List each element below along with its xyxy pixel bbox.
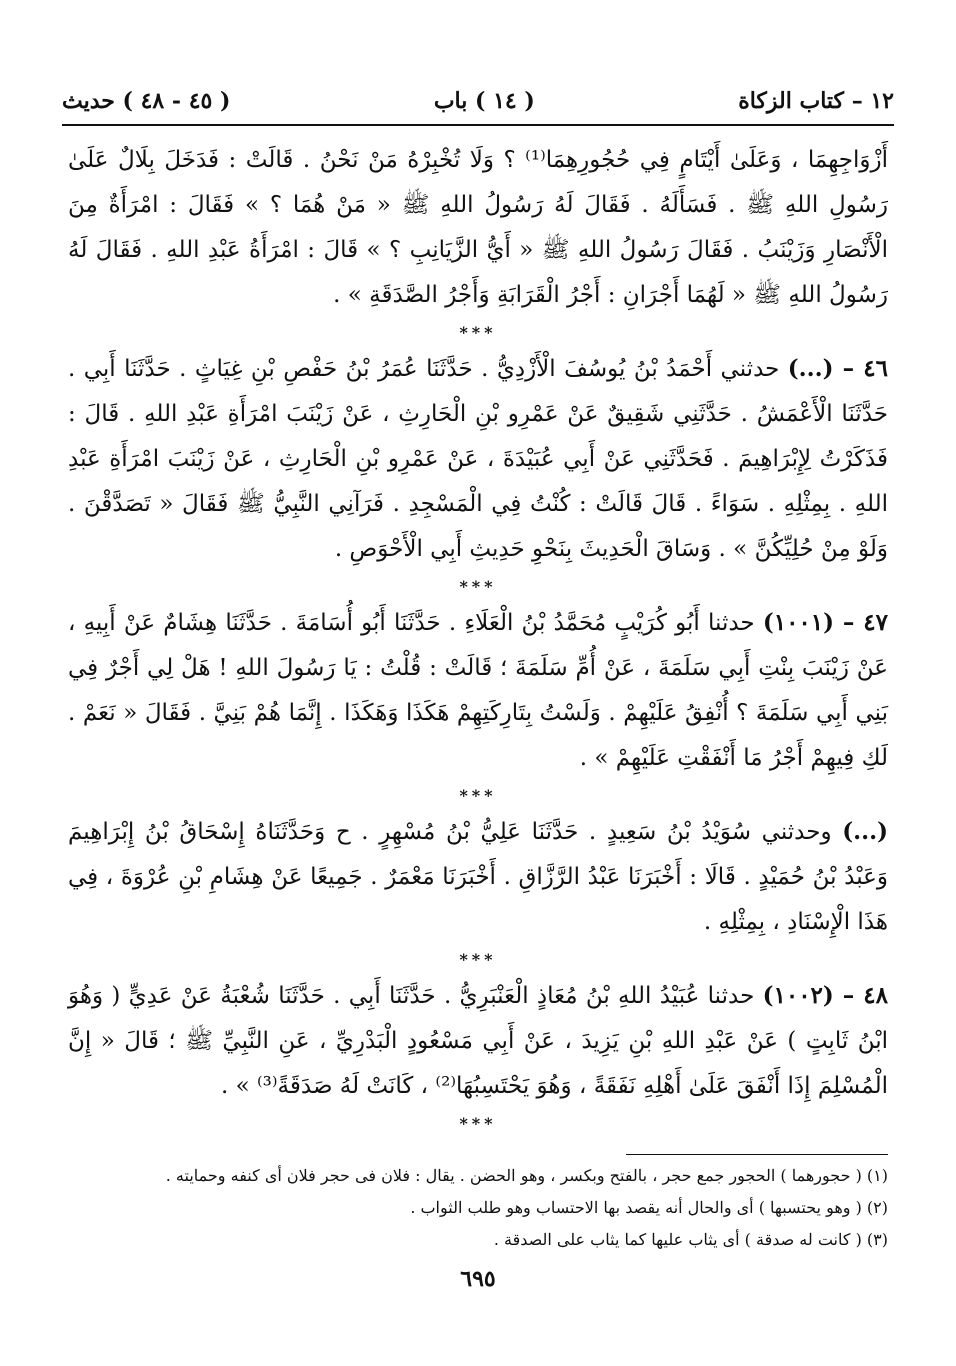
- hadith-number: (...): [842, 818, 889, 845]
- page-number: ٦٩٥: [460, 1266, 496, 1292]
- separator-stars: ***: [459, 950, 497, 969]
- separator-stars: ***: [459, 1114, 497, 1133]
- main-text: [68, 138, 888, 1137]
- hadith-47-variant: [68, 809, 888, 945]
- footnotes: [68, 1160, 888, 1256]
- footnote-3: (٣) ( كانت له صدقة ) أى يثاب عليها كما يثاب على الصدقة .: [493, 1230, 888, 1249]
- separator-stars: ***: [459, 577, 497, 596]
- header-chapter: ١٢ – كتاب الزكاة: [738, 88, 894, 114]
- separator-stars: ***: [459, 786, 497, 805]
- hadith-47: [68, 600, 888, 781]
- hadith-46: [68, 346, 888, 572]
- footnote-rule: [626, 1154, 888, 1155]
- hadith-text: حدثني أَحْمَدُ بْنُ يُوسُفَ الْأَزْدِيُّ . حَدَّثَنَا عُمَرُ بْنُ حَفْصِ بْنِ غِيَاثٍ . حَدَّثَنَا أَبِي . حَدَّثَنَا الْأَعْمَشُ . حَدَّثَنِي شَقِيقٌ عَنْ عَمْرِو بْنِ الْحَارِثِ ، عَنْ زَيْنَبَ امْرَأَةِ عَبْدِ اللهِ . قَالَ : فَذَكَرْتُ لِإِبْرَاهِيمَ . فَحَدَّثَنِي عَنْ أَبِي عُبَيْدَةَ ، عَنْ عَمْرِو بْنِ الْحَارِثِ ، عَنْ زَيْنَبَ امْرَأَةِ عَبْدِ اللهِ . بِمِثْلِهِ . سَوَاءً . قَالَ قَالَتْ : كُنْتُ فِي الْمَسْجِدِ . فَرَآنِي النَّبِيُّ ﷺ فَقَالَ « تَصَدَّقْنَ . وَلَوْ مِنْ حُلِيِّكُنَّ » . وَسَاقَ الْحَدِيثَ بِنَحْوِ حَدِيثِ أَبِي الْأَحْوَصِ .: [68, 356, 888, 562]
- hadith-text: حدثنا عُبَيْدُ اللهِ بْنُ مُعَاذٍ الْعَنْبَرِيُّ . حَدَّثَنَا أَبِي . حَدَّثَنَا شُعْبَةُ عَنْ عَدِيٍّ ( وَهُوَ ابْنُ ثَابِتٍ ) عَنْ عَبْدِ اللهِ بْنِ يَزِيدَ ، عَنْ أَبِي مَسْعُودٍ الْبَدْرِيِّ ، عَنِ النَّبِيِّ ﷺ ؛ قَالَ « إِنَّ الْمُسْلِمَ إِذَا أَنْفَقَ عَلَىٰ أَهْلِهِ نَفَقَةً ، وَهُوَ يَحْتَسِبُهَا⁽²⁾ ، كَانَتْ لَهُ صَدَقَةً⁽³⁾ » .: [68, 983, 888, 1099]
- footnote-1: (١) ( حجورهما ) الحجور جمع حجر ، بالفتح وبكسر ، وهو الحضن . يقال : فلان فى حجر فلان أى كنفه وحمايته .: [165, 1166, 888, 1185]
- hadith-48: [68, 973, 888, 1109]
- header-hadith-range: ( ٤٥ - ٤٨ ) حديث: [62, 88, 231, 114]
- hadith-text: وحدثني سُوَيْدُ بْنُ سَعِيدٍ . حَدَّثَنَا عَلِيُّ بْنُ مُسْهِرٍ . ح وَحَدَّثَنَاهُ إِسْحَاقُ بْنُ إِبْرَاهِيمَ وَعَبْدُ بْنُ حُمَيْدٍ . قَالَا : أَخْبَرَنَا عَبْدُ الرَّزَّاقِ . أَخْبَرَنَا مَعْمَرٌ . جَمِيعًا عَنْ هِشَامِ بْنِ عُرْوَةَ ، فِي هَذَا الْإِسْنَادِ ، بِمِثْلِهِ .: [68, 819, 888, 935]
- separator-stars: ***: [459, 323, 497, 342]
- running-header: [62, 84, 894, 118]
- paragraph-continuation: أَزْوَاجِهِمَا ، وَعَلَىٰ أَيْتَامٍ فِي حُجُورِهِمَا⁽¹⁾ ؟ وَلَا تُخْبِرْهُ مَنْ نَحْنُ . قَالَتْ : فَدَخَلَ بِلَالٌ عَلَىٰ رَسُولِ اللهِ ﷺ . فَسَأَلَهُ . فَقَالَ لَهُ رَسُولُ اللهِ ﷺ « مَنْ هُمَا ؟ » فَقَالَ : امْرَأَةٌ مِنَ الْأَنْصَارِ وَزَيْنَبُ . فَقَالَ رَسُولُ اللهِ ﷺ « أَيُّ الزَّيَانِبِ ؟ » قَالَ : امْرَأَةُ عَبْدِ اللهِ . فَقَالَ لَهُ رَسُولُ اللهِ ﷺ « لَهُمَا أَجْرَانِ : أَجْرُ الْقَرَابَةِ وَأَجْرُ الصَّدَقَةِ » .: [68, 147, 889, 308]
- header-bab: ( ١٤ ) باب: [433, 88, 535, 114]
- hadith-number: ٤٧ – (١٠٠١): [762, 609, 888, 636]
- hadith-number: ٤٨ – (١٠٠٢): [762, 982, 888, 1009]
- hadith-text: حدثنا أَبُو كُرَيْبٍ مُحَمَّدُ بْنُ الْعَلَاءِ . حَدَّثَنَا أَبُو أُسَامَةَ . حَدَّثَنَا هِشَامٌ عَنْ أَبِيهِ ، عَنْ زَيْنَبَ بِنْتِ أَبِي سَلَمَةَ ، عَنْ أُمِّ سَلَمَةَ ؛ قَالَتْ : قُلْتُ : يَا رَسُولَ اللهِ ! هَلْ لِي أَجْرٌ فِي بَنِي أَبِي سَلَمَةَ ؟ أُنْفِقُ عَلَيْهِمْ . وَلَسْتُ بِتَارِكَتِهِمْ هَكَذَا وَهَكَذَا . إِنَّمَا هُمْ بَنِيَّ . فَقَالَ « نَعَمْ . لَكِ فِيهِمْ أَجْرُ مَا أَنْفَقْتِ عَلَيْهِمْ » .: [68, 610, 888, 771]
- header-rule: [62, 124, 894, 126]
- footnote-2: (٢) ( وهو يحتسبها ) أى والحال أنه يقصد بها الاحتساب وهو طلب الثواب .: [410, 1198, 888, 1217]
- hadith-number: ٤٦ – (...): [787, 355, 888, 382]
